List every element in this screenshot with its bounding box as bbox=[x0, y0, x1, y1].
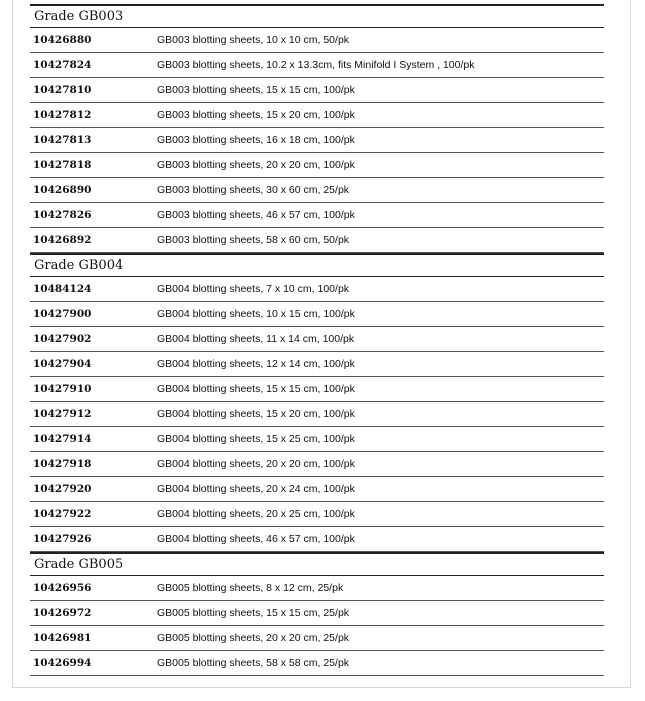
table-row bbox=[30, 178, 604, 203]
product-description: GB004 blotting sheets, 20 x 24 cm, 100/pk bbox=[157, 483, 355, 495]
table-row bbox=[30, 78, 604, 103]
table-row bbox=[30, 427, 604, 452]
table-row bbox=[30, 527, 604, 552]
catalog-number: 10427813 bbox=[33, 134, 92, 146]
product-description: GB005 blotting sheets, 15 x 15 cm, 25/pk bbox=[157, 607, 350, 619]
catalog-number: 10426981 bbox=[33, 632, 92, 644]
product-description: GB004 blotting sheets, 10 x 15 cm, 100/pk bbox=[157, 308, 355, 320]
grade-heading: Grade GB004 bbox=[30, 253, 604, 277]
catalog-number: 10427902 bbox=[33, 333, 92, 345]
product-description: GB003 blotting sheets, 30 x 60 cm, 25/pk bbox=[157, 184, 350, 196]
catalog-number: 10427810 bbox=[33, 84, 92, 96]
product-description: GB003 blotting sheets, 16 x 18 cm, 100/pk bbox=[157, 134, 355, 146]
table-row bbox=[30, 601, 604, 626]
product-description: GB005 blotting sheets, 20 x 20 cm, 25/pk bbox=[157, 632, 350, 644]
catalog-number: 10427926 bbox=[33, 533, 92, 545]
product-catalog bbox=[30, 4, 604, 676]
table-row bbox=[30, 302, 604, 327]
table-row bbox=[30, 153, 604, 178]
catalog-number: 10427914 bbox=[33, 433, 92, 445]
table-row bbox=[30, 402, 604, 427]
table-row bbox=[30, 28, 604, 53]
table-row bbox=[30, 277, 604, 302]
catalog-number: 10427910 bbox=[33, 383, 92, 395]
table-row bbox=[30, 352, 604, 377]
product-description: GB004 blotting sheets, 15 x 15 cm, 100/pk bbox=[157, 383, 355, 395]
table-row bbox=[30, 203, 604, 228]
product-description: GB005 blotting sheets, 8 x 12 cm, 25/pk bbox=[157, 582, 344, 594]
catalog-number: 10426972 bbox=[33, 607, 92, 619]
product-description: GB004 blotting sheets, 20 x 20 cm, 100/pk bbox=[157, 458, 355, 470]
catalog-number: 10427922 bbox=[33, 508, 92, 520]
table-row bbox=[30, 103, 604, 128]
product-description: GB004 blotting sheets, 20 x 25 cm, 100/pk bbox=[157, 508, 355, 520]
grade-heading: Grade GB003 bbox=[30, 4, 604, 28]
product-description: GB004 blotting sheets, 15 x 20 cm, 100/pk bbox=[157, 408, 355, 420]
catalog-number: 10427920 bbox=[33, 483, 92, 495]
product-description: GB003 blotting sheets, 46 x 57 cm, 100/pk bbox=[157, 209, 355, 221]
catalog-number: 10427824 bbox=[33, 59, 92, 71]
catalog-number: 10427812 bbox=[33, 109, 92, 121]
product-description: GB004 blotting sheets, 12 x 14 cm, 100/pk bbox=[157, 358, 355, 370]
product-description: GB004 blotting sheets, 11 x 14 cm, 100/pk bbox=[157, 333, 355, 345]
table-row bbox=[30, 651, 604, 676]
product-description: GB004 blotting sheets, 46 x 57 cm, 100/pk bbox=[157, 533, 355, 545]
catalog-number: 10426892 bbox=[33, 234, 92, 246]
product-description: GB004 blotting sheets, 15 x 25 cm, 100/pk bbox=[157, 433, 355, 445]
catalog-number: 10484124 bbox=[33, 283, 92, 295]
product-description: GB003 blotting sheets, 15 x 20 cm, 100/pk bbox=[157, 109, 355, 121]
product-description: GB003 blotting sheets, 20 x 20 cm, 100/pk bbox=[157, 159, 355, 171]
catalog-number: 10427826 bbox=[33, 209, 92, 221]
product-description: GB003 blotting sheets, 15 x 15 cm, 100/pk bbox=[157, 84, 355, 96]
table-row bbox=[30, 377, 604, 402]
catalog-number: 10426994 bbox=[33, 657, 92, 669]
table-row bbox=[30, 228, 604, 253]
table-row bbox=[30, 128, 604, 153]
catalog-number: 10426880 bbox=[33, 34, 92, 46]
product-description: GB003 blotting sheets, 10.2 x 13.3cm, fits Minifold I System , 100/pk bbox=[157, 59, 475, 71]
catalog-number: 10427900 bbox=[33, 308, 92, 320]
table-row bbox=[30, 477, 604, 502]
table-row bbox=[30, 502, 604, 527]
grade-heading: Grade GB005 bbox=[30, 552, 604, 576]
product-description: GB004 blotting sheets, 7 x 10 cm, 100/pk bbox=[157, 283, 350, 295]
catalog-number: 10427904 bbox=[33, 358, 92, 370]
catalog-number: 10427912 bbox=[33, 408, 92, 420]
table-row bbox=[30, 53, 604, 78]
product-description: GB003 blotting sheets, 10 x 10 cm, 50/pk bbox=[157, 34, 350, 46]
table-row bbox=[30, 327, 604, 352]
table-row bbox=[30, 452, 604, 477]
product-description: GB003 blotting sheets, 58 x 60 cm, 50/pk bbox=[157, 234, 350, 246]
catalog-number: 10427818 bbox=[33, 159, 92, 171]
catalog-number: 10426890 bbox=[33, 184, 92, 196]
product-description: GB005 blotting sheets, 58 x 58 cm, 25/pk bbox=[157, 657, 350, 669]
table-row bbox=[30, 576, 604, 601]
catalog-number: 10427918 bbox=[33, 458, 92, 470]
catalog-number: 10426956 bbox=[33, 582, 92, 594]
table-row bbox=[30, 626, 604, 651]
